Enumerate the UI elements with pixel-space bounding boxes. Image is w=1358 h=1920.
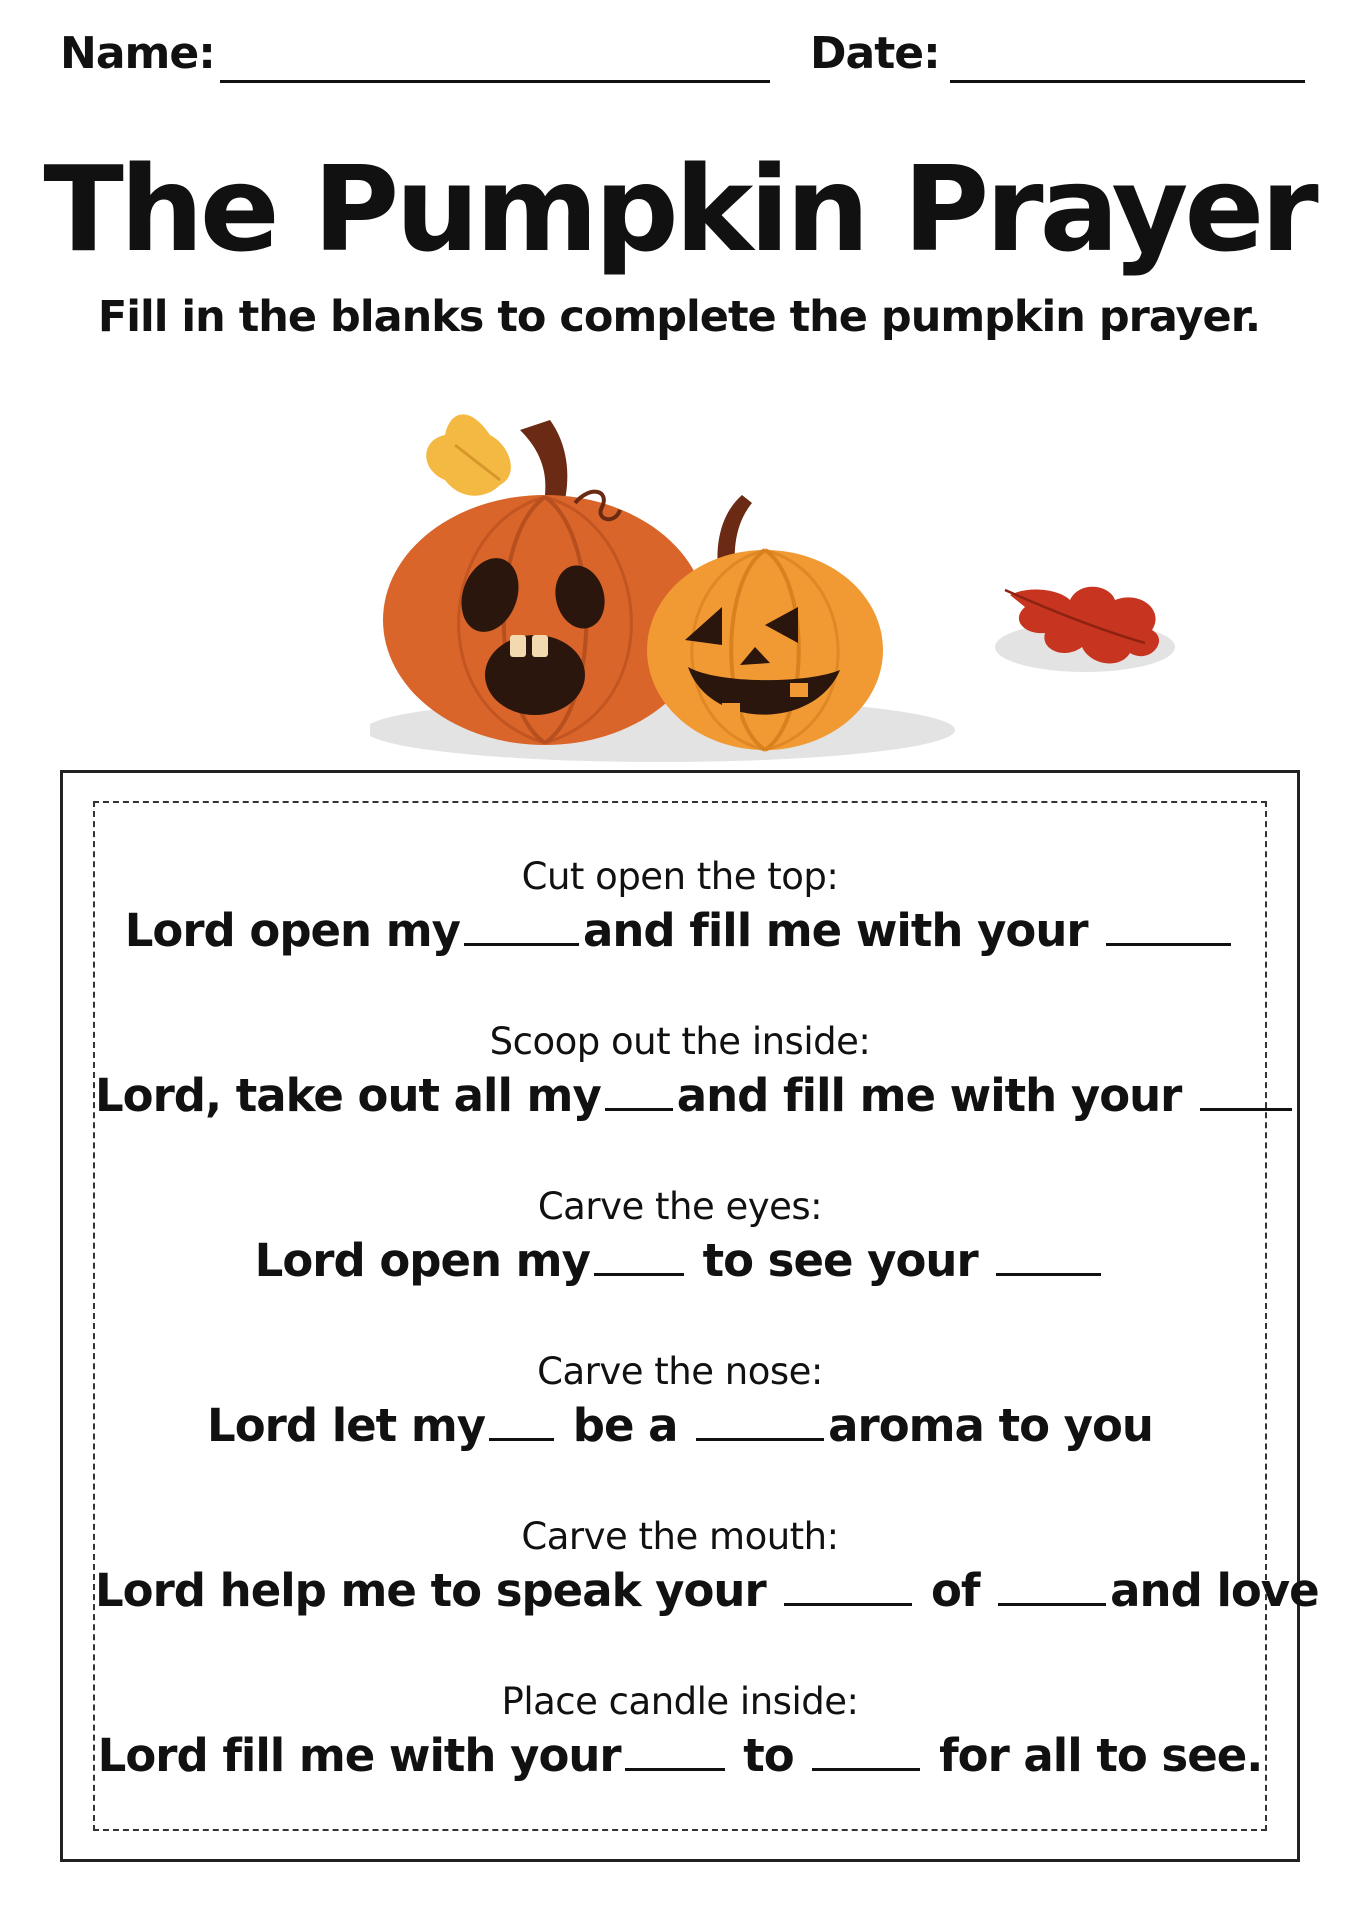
header-row [60,28,1305,88]
step-line [95,1726,1265,1786]
step-3 [95,1183,1265,1291]
step-2 [95,1018,1265,1126]
prayer-box-dashed-border [93,801,1319,1831]
answer-blank[interactable] [605,1074,673,1111]
step-heading: Place candle inside: [501,1680,859,1723]
step-line [95,1561,1319,1621]
page-subtitle: Fill in the blanks to complete the pumpkin prayer. [97,292,1261,342]
prayer-text: and fill me with your [676,1069,1182,1122]
prayer-text: Lord open my [254,1234,590,1287]
large-pumpkin-icon [383,414,707,745]
step-heading: Carve the mouth: [521,1515,839,1558]
step-1 [95,853,1265,961]
step-heading: Scoop out the inside: [489,1020,871,1063]
step-6 [95,1678,1265,1786]
prayer-text: and fill me with your [582,904,1088,957]
step-5 [95,1513,1319,1621]
answer-blank[interactable] [696,1404,824,1441]
step-heading: Carve the eyes: [537,1185,823,1228]
page-title: The Pumpkin Prayer [43,140,1315,278]
prayer-text: to see your [702,1234,978,1287]
prayer-text: be a [572,1399,678,1452]
answer-blank[interactable] [998,1569,1106,1606]
step-heading: Cut open the top: [521,855,839,898]
prayer-box [60,770,1319,1862]
answer-blank[interactable] [489,1404,554,1441]
answer-blank[interactable] [625,1734,725,1771]
prayer-text: Lord, take out all my [95,1069,601,1122]
prayer-text: and love [1110,1564,1319,1617]
step-line [95,1396,1265,1456]
answer-blank[interactable] [1106,909,1231,946]
prayer-text: Lord open my [124,904,460,957]
step-line [95,1066,1265,1126]
prayer-text: Lord let my [207,1399,486,1452]
small-jack-o-lantern-icon [647,495,883,750]
answer-blank[interactable] [464,909,579,946]
date-field[interactable] [950,80,1305,83]
prayer-text: Lord help me to speak your [95,1564,766,1617]
prayer-text: to [743,1729,794,1782]
pumpkin-illustration [370,385,1220,775]
prayer-text: of [931,1564,980,1617]
step-heading: Carve the nose: [537,1350,823,1393]
step-line [95,901,1265,961]
prayer-text: Lord fill me with your [97,1729,621,1782]
name-field[interactable] [220,80,770,83]
answer-blank[interactable] [996,1239,1101,1276]
prayer-text: for all to see. [939,1729,1263,1782]
answer-blank[interactable] [594,1239,684,1276]
date-label: Date: [810,28,940,79]
step-line [95,1231,1265,1291]
name-label: Name: [60,28,215,79]
answer-blank[interactable] [1200,1074,1292,1111]
answer-blank[interactable] [812,1734,920,1771]
step-4 [95,1348,1265,1456]
prayer-text: aroma to you [828,1399,1153,1452]
answer-blank[interactable] [784,1569,912,1606]
